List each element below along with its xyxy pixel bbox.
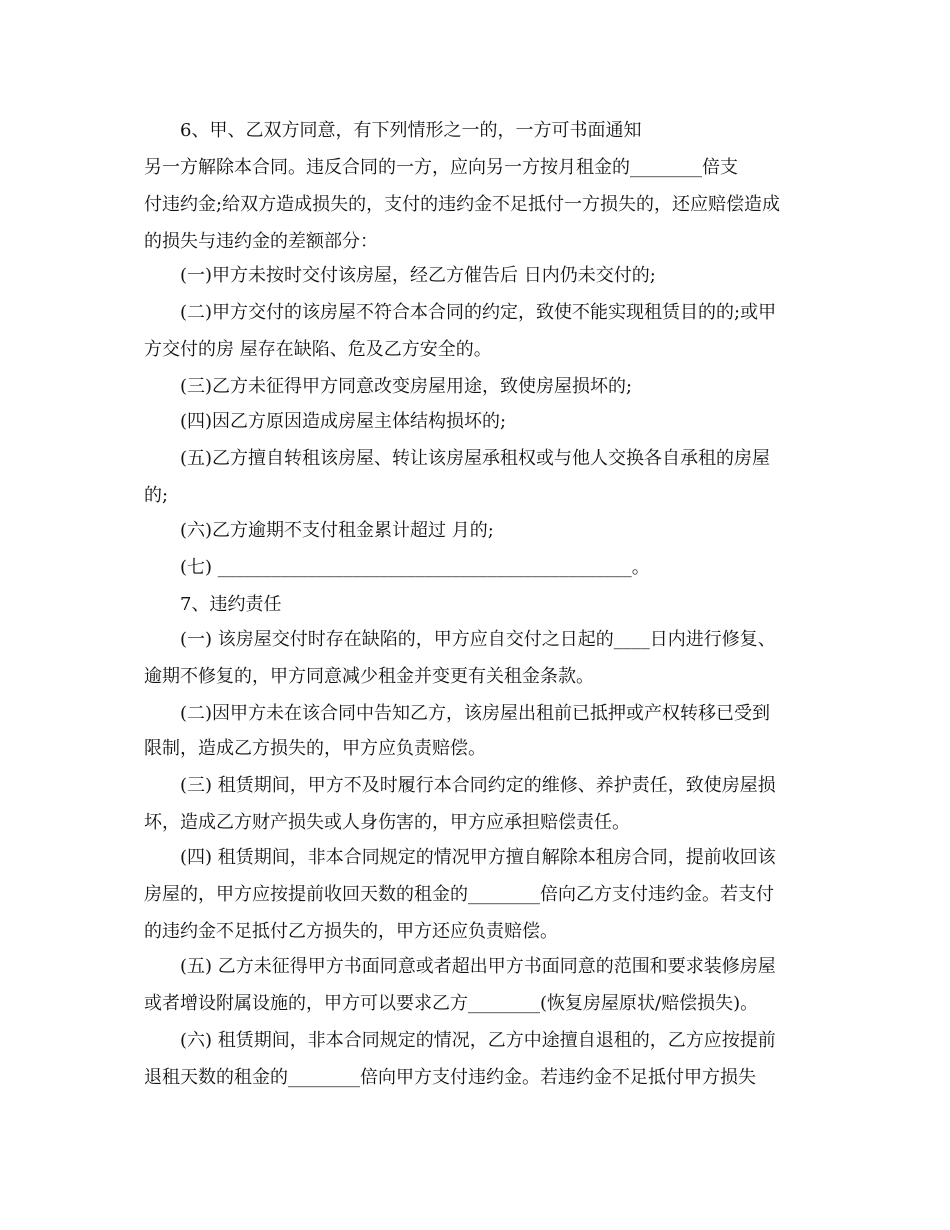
paragraph-line: 或者增设附属设施的，甲方可以要求乙方________(恢复房屋原状/赔偿损失)。 bbox=[144, 993, 759, 1014]
paragraph-line: 的违约金不足抵付乙方损失的，甲方还应负责赔偿。 bbox=[144, 921, 558, 942]
paragraph-line: (二)甲方交付的该房屋不符合本合同的约定，致使不能实现租赁目的的;或甲 bbox=[180, 302, 777, 323]
paragraph-line: (一) 该房屋交付时存在缺陷的，甲方应自交付之日起的____日内进行修复、 bbox=[180, 629, 776, 650]
paragraph-line: 的; bbox=[144, 485, 169, 506]
paragraph-line: 另一方解除本合同。违反合同的一方，应向另一方按月租金的________倍支 bbox=[144, 157, 738, 178]
paragraph-line: (五) 乙方未征得甲方书面同意或者超出甲方书面同意的范围和要求装修房屋 bbox=[180, 956, 776, 977]
paragraph-line: (四)因乙方原因造成房屋主体结构损坏的; bbox=[180, 411, 507, 432]
paragraph-line: 的损失与违约金的差额部分： bbox=[144, 231, 378, 252]
paragraph-line: 坏，造成乙方财产损失或人身伤害的，甲方应承担赔偿责任。 bbox=[144, 812, 630, 833]
paragraph-line: 方交付的房 屋存在缺陷、危及乙方安全的。 bbox=[144, 339, 492, 360]
paragraph-line: 限制，造成乙方损失的，甲方应负责赔偿。 bbox=[144, 738, 486, 759]
paragraph-line: 逾期不修复的，甲方同意减少租金并变更有关租金条款。 bbox=[144, 666, 594, 687]
paragraph-line: (一)甲方未按时交付该房屋，经乙方催告后 日内仍未交付的; bbox=[180, 265, 656, 286]
section-heading: 7、违约责任 bbox=[180, 594, 282, 615]
paragraph-line: (六)乙方逾期不支付租金累计超过 月的; bbox=[180, 520, 494, 541]
paragraph-line: 付违约金;给双方造成损失的，支付的违约金不足抵付一方损失的，还应赔偿造成 bbox=[144, 194, 781, 215]
paragraph-line: (四) 租赁期间，非本合同规定的情况甲方擅自解除本租房合同，提前收回该 bbox=[180, 847, 776, 868]
paragraph-line: 6、甲、乙双方同意，有下列情形之一的，一方可书面通知 bbox=[180, 120, 642, 141]
paragraph-line: 房屋的，甲方应按提前收回天数的租金的________倍向乙方支付违约金。若支付 bbox=[144, 884, 774, 905]
paragraph-line: (六) 租赁期间，非本合同规定的情况，乙方中途擅自退租的，乙方应按提前 bbox=[180, 1030, 776, 1051]
paragraph-line: (七) ______________________________________________。 bbox=[180, 557, 650, 578]
paragraph-line: (五)乙方擅自转租该房屋、转让该房屋承租权或与他人交换各自承租的房屋 bbox=[180, 448, 771, 469]
paragraph-line: 退租天数的租金的________倍向甲方支付违约金。若违约金不足抵付甲方损失 bbox=[144, 1067, 756, 1088]
paragraph-line: (三)乙方未征得甲方同意改变房屋用途，致使房屋损坏的; bbox=[180, 376, 633, 397]
paragraph-line: (二)因甲方未在该合同中告知乙方，该房屋出租前已抵押或产权转移已受到 bbox=[180, 703, 771, 724]
paragraph-line: (三) 租赁期间，甲方不及时履行本合同约定的维修、养护责任，致使房屋损 bbox=[180, 775, 776, 796]
